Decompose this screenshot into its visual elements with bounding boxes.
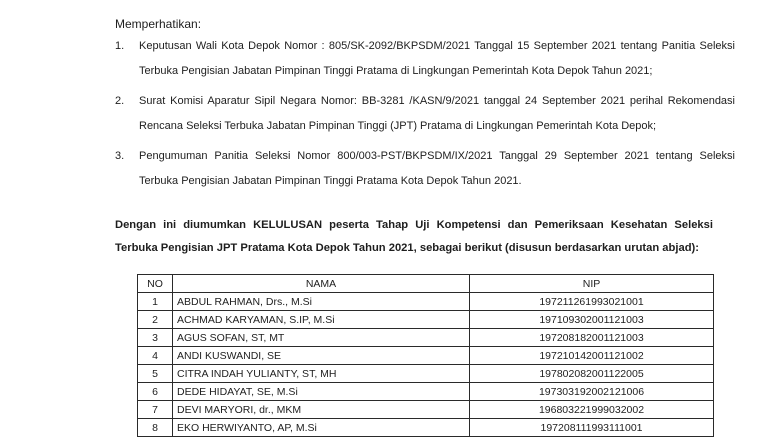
row-nama: DEDE HIDAYAT, SE, M.Si bbox=[173, 383, 470, 401]
row-nama: AGUS SOFAN, ST, MT bbox=[173, 329, 470, 347]
row-nama: ACHMAD KARYAMAN, S.IP, M.Si bbox=[173, 311, 470, 329]
row-nip: 197303192002121006 bbox=[470, 383, 714, 401]
row-no: 3 bbox=[138, 329, 173, 347]
row-nip: 197211261993021001 bbox=[470, 293, 714, 311]
item-text: Pengumuman Panitia Seleksi Nomor 800/003-PST/BKPSDM/IX/2021 Tanggal 29 September 2021 tentang Seleksi Terbuka Pengisian Jabatan Pimpinan Tinggi Pratama Kota Depok Tahun 2021. bbox=[139, 150, 735, 187]
header-nip: NIP bbox=[470, 275, 714, 293]
item-number: 1. bbox=[115, 40, 125, 52]
table-row bbox=[138, 347, 714, 365]
row-no: 1 bbox=[138, 293, 173, 311]
row-nip: 197208111993111001 bbox=[470, 419, 714, 437]
table-row bbox=[138, 383, 714, 401]
table-row bbox=[138, 293, 714, 311]
row-no: 5 bbox=[138, 365, 173, 383]
row-nama: ABDUL RAHMAN, Drs., M.Si bbox=[173, 293, 470, 311]
row-no: 2 bbox=[138, 311, 173, 329]
table-row bbox=[138, 419, 714, 437]
table-row bbox=[138, 311, 714, 329]
announcement-text: Dengan ini diumumkan KELULUSAN peserta Tahap Uji Kompetensi dan Pemeriksaan Kesehatan Seleksi Terbuka Pengisian JPT Pratama Kota Depok Tahun 2021, sebagai berikut (disusun berdasarkan urutan abjad): bbox=[115, 219, 713, 254]
row-nip: 197210142001121002 bbox=[470, 347, 714, 365]
row-nip: 197802082001122005 bbox=[470, 365, 714, 383]
consideration-item bbox=[115, 34, 735, 83]
considerations-list bbox=[115, 34, 735, 199]
row-nama: EKO HERWIYANTO, AP, M.Si bbox=[173, 419, 470, 437]
table-row bbox=[138, 401, 714, 419]
considerations-heading: Memperhatikan: bbox=[115, 17, 202, 31]
consideration-item bbox=[115, 89, 735, 138]
row-nama: DEVI MARYORI, dr., MKM bbox=[173, 401, 470, 419]
item-text: Keputusan Wali Kota Depok Nomor : 805/SK-2092/BKPSDM/2021 Tanggal 15 September 2021 tentang Panitia Seleksi Terbuka Pengisian Jabatan Pimpinan Tinggi Pratama di Lingkungan Pemerintah Kota Depok Tahun 2021; bbox=[139, 40, 735, 77]
row-nip: 196803221999032002 bbox=[470, 401, 714, 419]
row-no: 4 bbox=[138, 347, 173, 365]
row-nip: 197208182001121003 bbox=[470, 329, 714, 347]
row-nama: ANDI KUSWANDI, SE bbox=[173, 347, 470, 365]
row-no: 8 bbox=[138, 419, 173, 437]
item-number: 3. bbox=[115, 150, 125, 162]
item-number: 2. bbox=[115, 95, 125, 107]
row-no: 6 bbox=[138, 383, 173, 401]
row-no: 7 bbox=[138, 401, 173, 419]
item-text: Surat Komisi Aparatur Sipil Negara Nomor: BB-3281 /KASN/9/2021 tanggal 24 September 2021 perihal Rekomendasi Rencana Seleksi Terbuka Jabatan Pimpinan Tinggi (JPT) Pratama di Lingkungan Pemerintah Kota Depok; bbox=[139, 95, 735, 132]
table-row bbox=[138, 329, 714, 347]
row-nip: 197109302001121003 bbox=[470, 311, 714, 329]
consideration-item bbox=[115, 144, 735, 193]
header-nama: NAMA bbox=[173, 275, 470, 293]
table-row bbox=[138, 365, 714, 383]
row-nama: CITRA INDAH YULIANTY, ST, MH bbox=[173, 365, 470, 383]
header-no: NO bbox=[138, 275, 173, 293]
table-header-row bbox=[138, 275, 714, 293]
results-table bbox=[137, 274, 714, 437]
